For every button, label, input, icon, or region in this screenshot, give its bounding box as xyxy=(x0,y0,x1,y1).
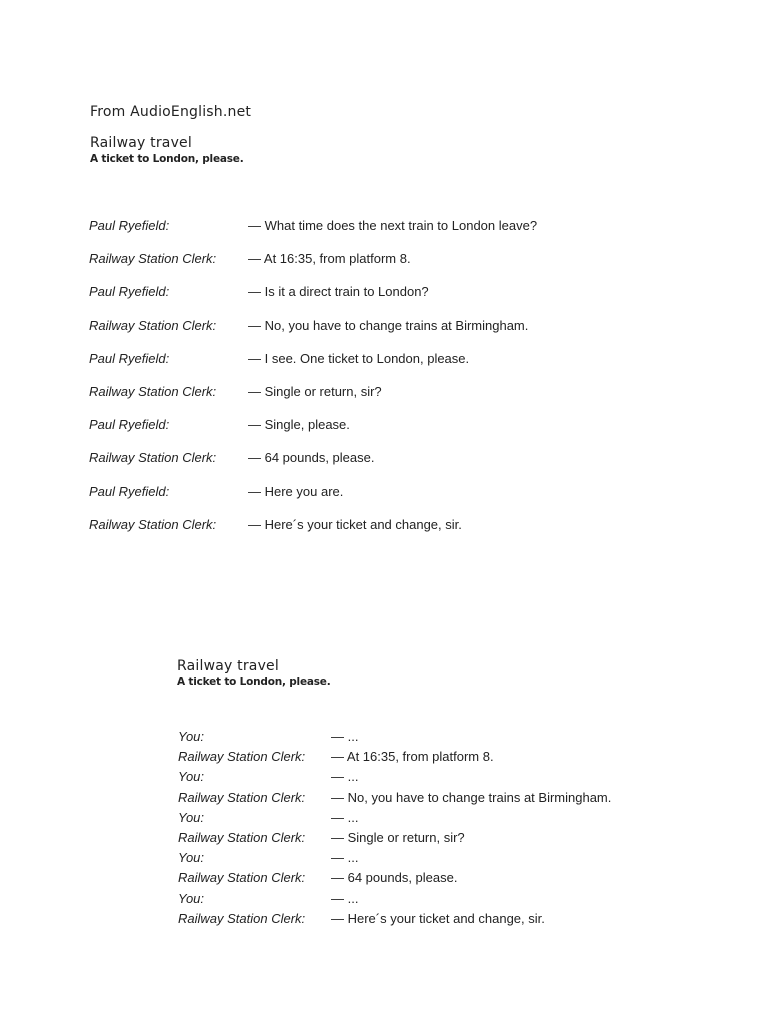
dialogue-line xyxy=(178,749,611,769)
dialogue-list-full xyxy=(89,218,537,550)
utterance-text: — ... xyxy=(331,850,359,866)
dialogue-line xyxy=(89,351,537,384)
dialogue-line xyxy=(178,850,611,870)
section-subtitle: A ticket to London, please. xyxy=(90,153,244,165)
dialogue-line xyxy=(89,251,537,284)
dialogue-line xyxy=(178,830,611,850)
dialogue-line xyxy=(178,911,611,931)
utterance-text: — 64 pounds, please. xyxy=(248,450,375,466)
dialogue-list-practice xyxy=(178,729,611,931)
dialogue-section-practice xyxy=(177,657,331,689)
speaker-name: You: xyxy=(178,809,205,825)
source-credit: From AudioEnglish.net xyxy=(90,104,252,120)
utterance-text: — Here you are. xyxy=(248,483,344,499)
speaker-name: Paul Ryefield: xyxy=(89,284,170,300)
dialogue-line xyxy=(89,517,537,550)
dialogue-line xyxy=(89,450,537,483)
speaker-name: Railway Station Clerk: xyxy=(89,251,217,267)
speaker-name: Railway Station Clerk: xyxy=(89,317,217,333)
utterance-text: — ... xyxy=(331,809,359,825)
speaker-name: Railway Station Clerk: xyxy=(89,516,217,532)
speaker-name: Paul Ryefield: xyxy=(89,483,170,499)
dialogue-line xyxy=(178,891,611,911)
dialogue-line xyxy=(89,218,537,251)
speaker-name: Railway Station Clerk: xyxy=(178,789,306,805)
utterance-text: — Here´s your ticket and change, sir. xyxy=(331,910,545,926)
dialogue-line xyxy=(89,417,537,450)
utterance-text: — Single or return, sir? xyxy=(331,829,465,845)
dialogue-line xyxy=(178,769,611,789)
speaker-name: Railway Station Clerk: xyxy=(89,450,217,466)
speaker-name: Railway Station Clerk: xyxy=(89,383,217,399)
utterance-text: — Single, please. xyxy=(248,417,350,433)
utterance-text: — ... xyxy=(331,890,359,906)
utterance-text: — What time does the next train to London leave? xyxy=(248,218,538,233)
utterance-text: — At 16:35, from platform 8. xyxy=(331,749,494,765)
dialogue-line xyxy=(89,484,537,517)
utterance-text: — Here´s your ticket and change, sir. xyxy=(248,516,462,532)
dialogue-line xyxy=(178,729,611,749)
speaker-name: Railway Station Clerk: xyxy=(178,829,306,845)
utterance-text: — At 16:35, from platform 8. xyxy=(248,251,411,267)
utterance-text: — I see. One ticket to London, please. xyxy=(248,350,470,366)
dialogue-line xyxy=(89,384,537,417)
speaker-name: You: xyxy=(178,890,205,906)
utterance-text: — Single or return, sir? xyxy=(248,383,382,399)
dialogue-line xyxy=(178,810,611,830)
speaker-name: Railway Station Clerk: xyxy=(178,870,306,886)
dialogue-line xyxy=(89,318,537,351)
speaker-name: Railway Station Clerk: xyxy=(178,910,306,926)
section-title: Railway travel xyxy=(177,658,279,674)
speaker-name: Railway Station Clerk: xyxy=(178,749,306,765)
utterance-text: — No, you have to change trains at Birmingham. xyxy=(248,317,529,333)
utterance-text: — ... xyxy=(331,729,359,744)
speaker-name: You: xyxy=(178,729,205,744)
dialogue-line xyxy=(178,870,611,890)
dialogue-section-full xyxy=(90,134,244,166)
utterance-text: — No, you have to change trains at Birmingham. xyxy=(331,789,612,805)
speaker-name: Paul Ryefield: xyxy=(89,350,170,366)
utterance-text: — ... xyxy=(331,769,359,785)
section-title: Railway travel xyxy=(90,135,192,151)
section-subtitle: A ticket to London, please. xyxy=(177,676,331,688)
dialogue-line xyxy=(178,790,611,810)
dialogue-line xyxy=(89,284,537,317)
speaker-name: You: xyxy=(178,769,205,785)
utterance-text: — 64 pounds, please. xyxy=(331,870,458,886)
utterance-text: — Is it a direct train to London? xyxy=(248,284,429,300)
speaker-name: Paul Ryefield: xyxy=(89,218,170,233)
speaker-name: You: xyxy=(178,850,205,866)
speaker-name: Paul Ryefield: xyxy=(89,417,170,433)
